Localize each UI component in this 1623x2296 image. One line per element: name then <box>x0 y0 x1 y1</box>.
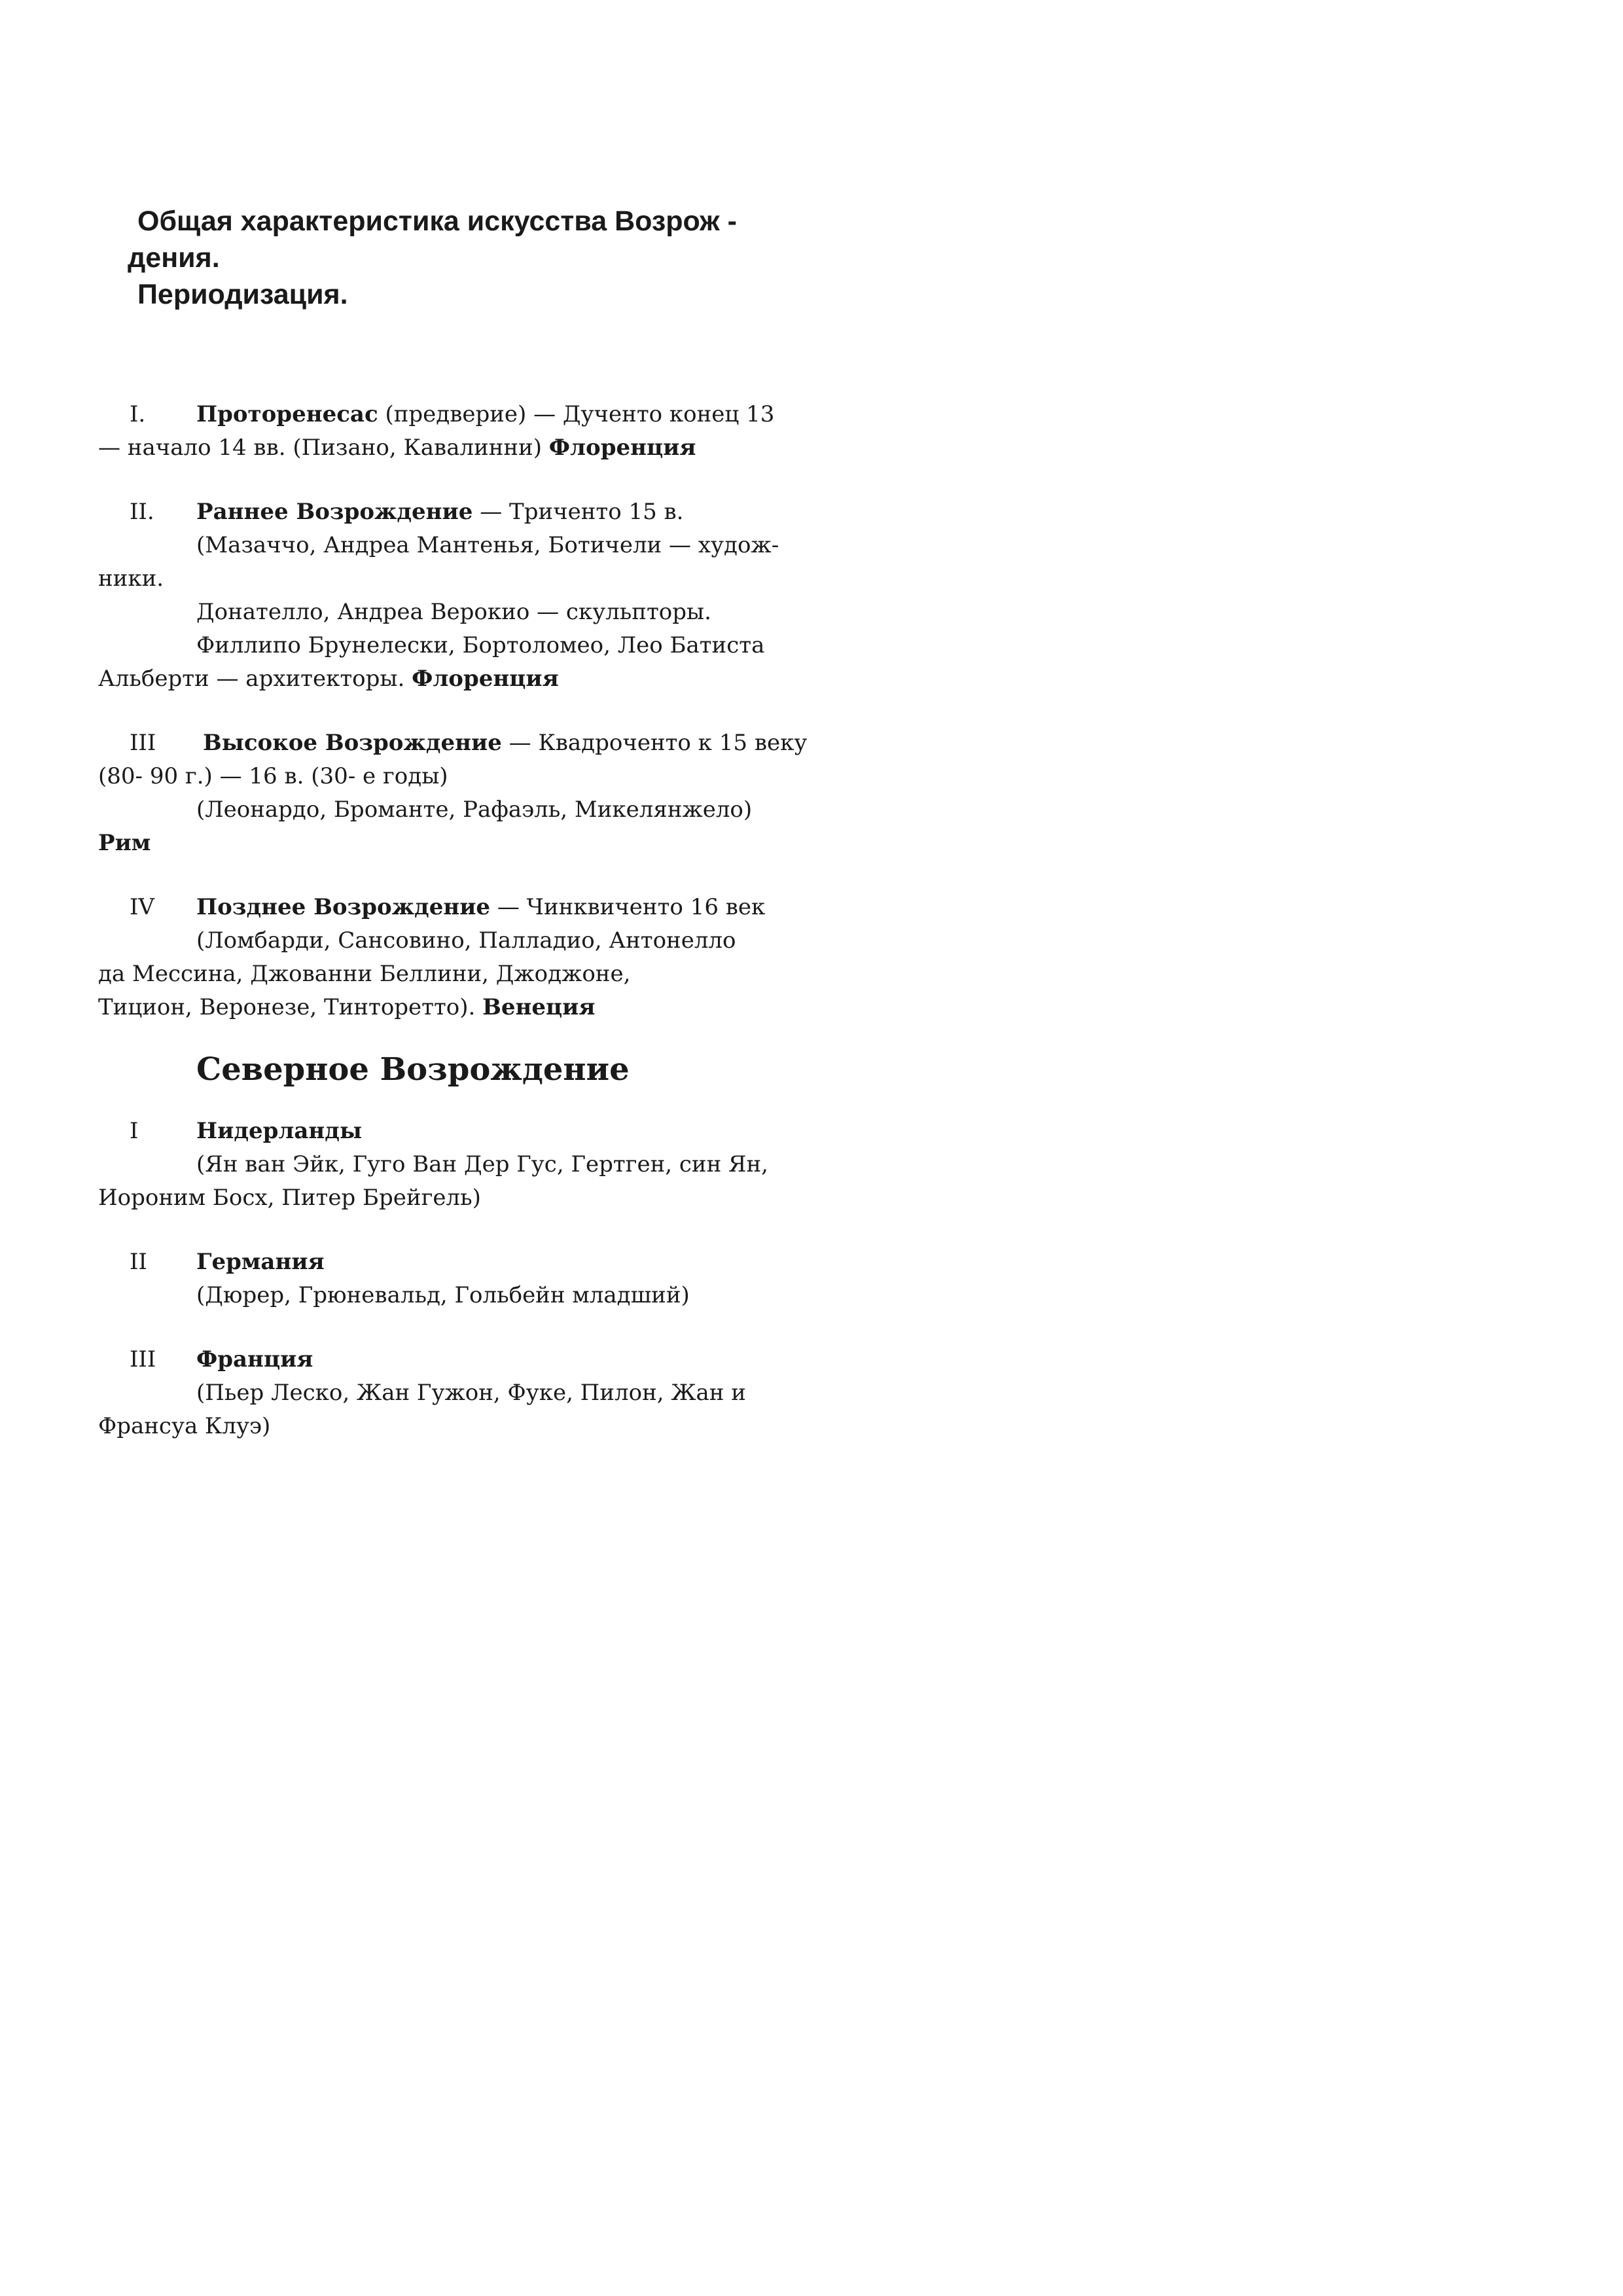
period-name: Проторенесас <box>196 401 378 427</box>
north-country: Нидерланды <box>196 1118 363 1144</box>
north-france <box>98 1343 818 1443</box>
period-high-renaissance <box>98 726 818 860</box>
period-city: Флоренция <box>412 666 559 692</box>
north-number: I <box>130 1118 139 1144</box>
period-dates: — Триченто 15 в. <box>473 499 684 525</box>
period-line <box>98 726 818 760</box>
document-page <box>98 203 818 1443</box>
period-dates: — Квадроченто к 15 веку <box>501 730 808 756</box>
north-line: (Пьер Леско, Жан Гужон, Фуке, Пилон, Жан и <box>196 1380 746 1406</box>
north-line <box>98 1115 818 1148</box>
period-name: Высокое Возрождение <box>203 730 502 756</box>
period-line <box>98 662 818 696</box>
period-artists: Тицион, Веронезе, Тинторетто). <box>98 994 483 1020</box>
period-number: IV <box>130 894 154 920</box>
period-number: I. <box>130 401 146 427</box>
period-early-renaissance <box>98 495 818 696</box>
north-line: Франсуа Клуэ) <box>98 1413 271 1439</box>
north-germany <box>98 1246 818 1312</box>
title-line-1: Общая характеристика искусства Возрож - <box>137 206 737 237</box>
period-dates: (предверие) — Дученто конец 13 <box>378 401 775 427</box>
period-line <box>98 495 818 529</box>
north-line <box>98 1343 818 1376</box>
period-city: Флоренция <box>548 435 696 461</box>
period-architects: Альберти — архитекторы. <box>98 666 412 692</box>
period-name: Позднее Возрождение <box>196 894 491 920</box>
period-line <box>98 431 818 465</box>
period-line <box>98 398 818 431</box>
period-line: (Ломбарди, Сансовино, Палладио, Антонелло <box>196 927 736 954</box>
period-line <box>98 891 818 924</box>
north-country: Германия <box>196 1249 325 1275</box>
period-line <box>98 991 818 1024</box>
northern-renaissance-heading: Северное Возрождение <box>196 1051 630 1088</box>
period-line: да Мессина, Джованни Беллини, Джоджоне, <box>98 961 631 987</box>
title-line-3: Периодизация. <box>137 279 348 310</box>
north-line: (Ян ван Эйк, Гуго Ван Дер Гус, Гертген, син Ян, <box>196 1151 768 1177</box>
period-number: III <box>130 730 156 756</box>
north-number: III <box>130 1346 156 1372</box>
title-line-2: дения. <box>128 242 220 274</box>
period-line: (Леонардо, Броманте, Рафаэль, Микелянжело) <box>196 797 753 823</box>
period-line: (80- 90 г.) — 16 в. (30- е годы) <box>98 763 448 789</box>
north-netherlands <box>98 1115 818 1215</box>
period-city: Венеция <box>482 994 596 1020</box>
north-line <box>98 1246 818 1279</box>
period-late-renaissance <box>98 891 818 1024</box>
period-line <box>98 827 818 860</box>
document-title <box>98 203 818 313</box>
period-city: Рим <box>98 830 151 856</box>
period-name: Раннее Возрождение <box>196 499 473 525</box>
period-dates: — Чинквиченто 16 век <box>490 894 766 920</box>
period-number: II. <box>130 499 154 525</box>
period-line: Донателло, Андреа Верокио — скульпторы. <box>196 599 711 625</box>
period-line: Филлипо Брунелески, Бортоломео, Лео Батиста <box>196 632 765 658</box>
period-artists: — начало 14 вв. (Пизано, Кавалинни) <box>98 435 549 461</box>
period-line: ники. <box>98 565 164 592</box>
north-number: II <box>130 1249 147 1275</box>
north-line: Иороним Босх, Питер Брейгель) <box>98 1185 481 1211</box>
period-line: (Мазаччо, Андреа Мантенья, Ботичели — худож- <box>196 532 779 558</box>
period-proto-renaissance <box>98 398 818 465</box>
north-line: (Дюрер, Грюневальд, Гольбейн младший) <box>196 1282 690 1308</box>
north-country: Франция <box>196 1346 313 1372</box>
